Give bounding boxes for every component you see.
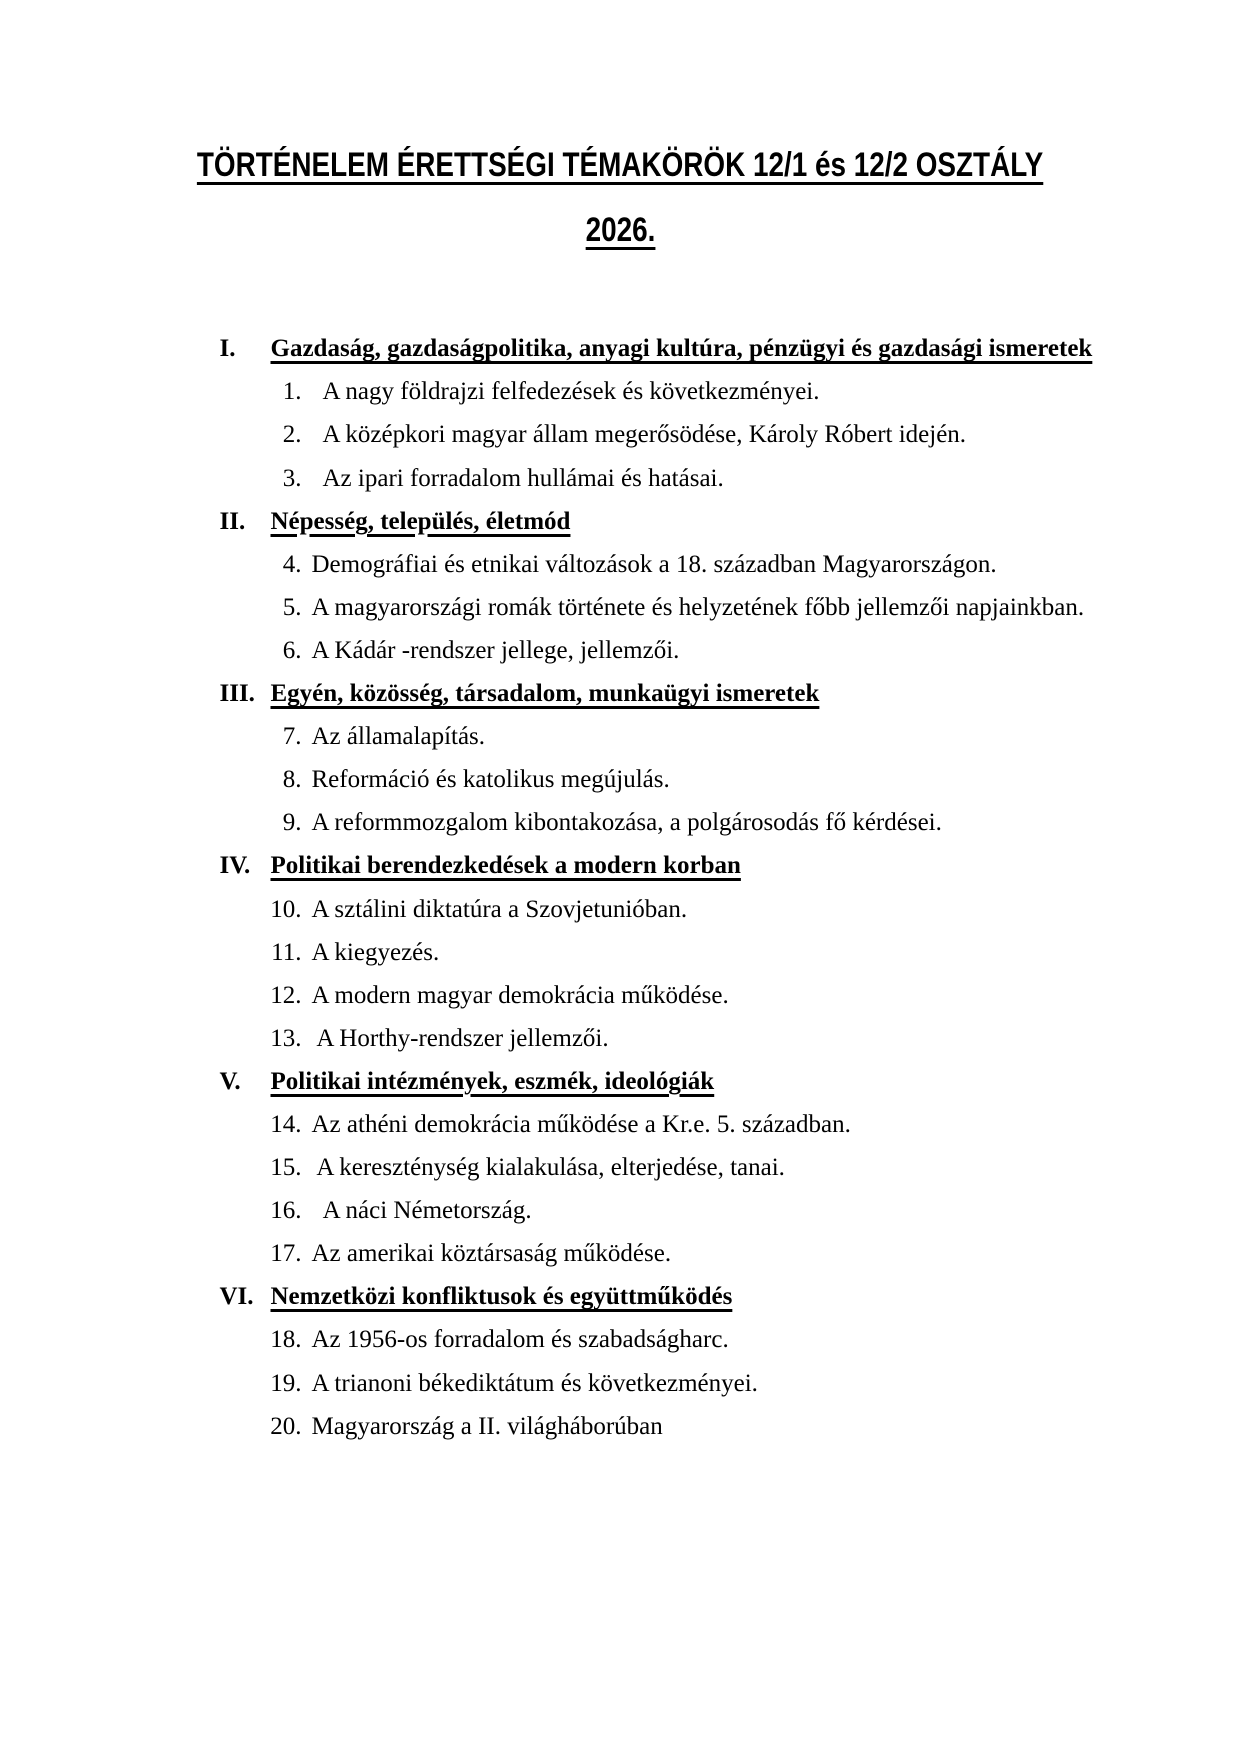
item-text: Demográfiai és etnikai változások a 18. században Magyarországon. bbox=[311, 550, 997, 578]
item-text: A kiegyezés. bbox=[311, 938, 440, 966]
item-number: 2. bbox=[282, 421, 302, 449]
item-number: 16. bbox=[270, 1197, 302, 1225]
item-text: Magyarország a II. világháborúban bbox=[311, 1412, 663, 1440]
item-number: 18. bbox=[270, 1326, 302, 1354]
item-text: A Horthy-rendszer jellemzői. bbox=[311, 1024, 609, 1052]
section-numeral: IV. bbox=[219, 852, 251, 880]
item-text: A modern magyar demokrácia működése. bbox=[311, 981, 729, 1009]
item-text: Az államalapítás. bbox=[311, 723, 486, 751]
item-text: A nagy földrajzi felfedezések és következményei. bbox=[322, 378, 820, 406]
topic-list bbox=[0, 284, 1241, 1440]
section-heading: Politikai berendezkedések a modern korban bbox=[270, 852, 741, 880]
section-heading: Nemzetközi konfliktusok és együttműködés bbox=[270, 1283, 733, 1311]
item-text: A sztálini diktatúra a Szovjetunióban. bbox=[311, 895, 688, 923]
item-number: 10. bbox=[270, 895, 302, 923]
item-number: 11. bbox=[271, 938, 302, 966]
section-numeral: III. bbox=[219, 680, 255, 708]
section-heading: Egyén, közösség, társadalom, munkaügyi ismeretek bbox=[270, 680, 820, 708]
item-number: 17. bbox=[270, 1240, 302, 1268]
item-text: Az athéni demokrácia működése a Kr.e. 5. században. bbox=[311, 1110, 851, 1138]
item-number: 6. bbox=[282, 636, 302, 664]
item-number: 15. bbox=[270, 1154, 302, 1182]
item-number: 13. bbox=[270, 1024, 302, 1052]
document-year-text: 2026. bbox=[585, 211, 656, 250]
item-text: A Kádár -rendszer jellege, jellemzői. bbox=[311, 636, 680, 664]
item-text: Reformáció és katolikus megújulás. bbox=[311, 766, 670, 794]
section-heading: Politikai intézmények, eszmék, ideológiák bbox=[270, 1067, 715, 1095]
item-number: 5. bbox=[282, 593, 302, 621]
section-heading: Népesség, település, életmód bbox=[270, 507, 571, 535]
section-numeral: II. bbox=[219, 507, 246, 535]
item-text: Az ipari forradalom hullámai és hatásai. bbox=[322, 464, 724, 492]
document-title bbox=[0, 146, 1241, 185]
item-number: 8. bbox=[282, 766, 302, 794]
item-number: 7. bbox=[282, 723, 302, 751]
item-number: 4. bbox=[282, 550, 302, 578]
item-text: A kereszténység kialakulása, elterjedése, tanai. bbox=[311, 1154, 785, 1182]
item-text: Az amerikai köztársaság működése. bbox=[311, 1240, 672, 1268]
document-title-text: TÖRTÉNELEM ÉRETTSÉGI TÉMAKÖRÖK 12/1 és 12/2 OSZTÁLY bbox=[197, 146, 1044, 184]
item-text: A trianoni békediktátum és következményei. bbox=[311, 1369, 758, 1397]
item-text: A középkori magyar állam megerősödése, Károly Róbert idején. bbox=[322, 421, 967, 449]
section-numeral: I. bbox=[219, 335, 236, 363]
item-number: 19. bbox=[270, 1369, 302, 1397]
section-heading: Gazdaság, gazdaságpolitika, anyagi kultúra, pénzügyi és gazdasági ismeretek bbox=[270, 335, 1093, 363]
section-heading-row bbox=[182, 284, 1121, 363]
item-number: 3. bbox=[282, 464, 302, 492]
item-number: 9. bbox=[282, 809, 302, 837]
item-text: A náci Németország. bbox=[311, 1197, 532, 1225]
section-numeral: VI. bbox=[219, 1283, 254, 1311]
item-text: A magyarországi romák története és helyzetének főbb jellemzői napjainkban. bbox=[311, 593, 1085, 621]
document-year bbox=[0, 211, 1241, 250]
item-text: A reformmozgalom kibontakozása, a polgárosodás fő kérdései. bbox=[311, 809, 942, 837]
item-number: 1. bbox=[282, 378, 302, 406]
item-number: 20. bbox=[270, 1412, 302, 1440]
item-text: Az 1956-os forradalom és szabadságharc. bbox=[311, 1326, 729, 1354]
item-number: 12. bbox=[270, 981, 302, 1009]
item-number: 14. bbox=[270, 1110, 302, 1138]
section-numeral: V. bbox=[219, 1067, 241, 1095]
